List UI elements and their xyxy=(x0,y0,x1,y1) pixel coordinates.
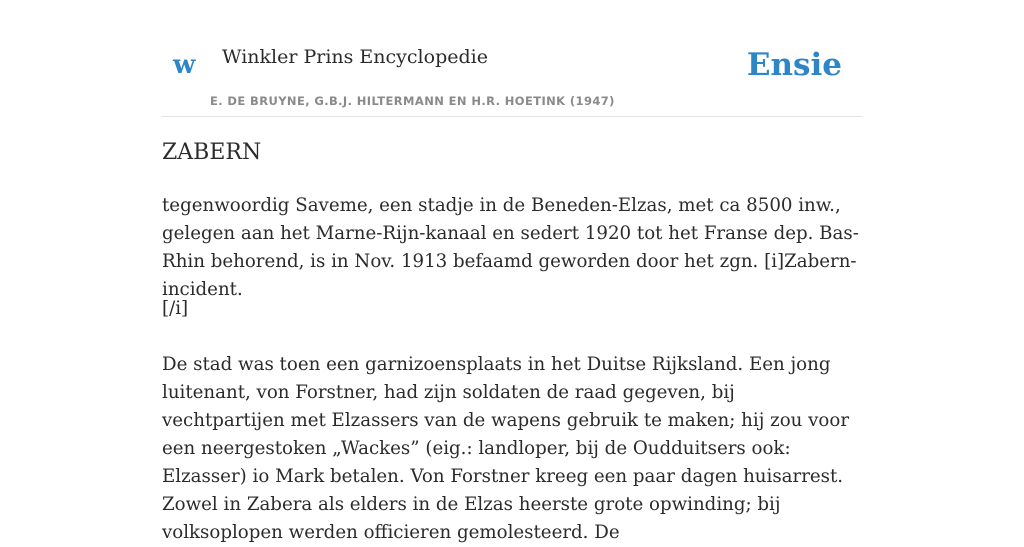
entry-paragraph: De stad was toen een garnizoensplaats in het Duitse Rijksland. Een jong luitenant, von Forstner, had zijn soldaten de raad gegeven, bij vechtpartijen met Elzassers van de wapens gebruik te maken; hij zou voor een neergestoken „Wackes” (eig.: landloper, bij de Oudduitsers ook: Elzasser) io Mark betalen. Von Forstner kreeg een paar dagen huisarrest. Zowel in Zabera als elders in de Elzas heerste grote opwinding; bij volksoplopen werden officieren gemolesteerd. De xyxy=(162,354,850,543)
encyclopedia-title[interactable]: Winkler Prins Encyclopedie xyxy=(222,46,488,68)
entry-paragraph: tegenwoordig Saveme, een stadje in de Beneden-Elzas, met ca 8500 inw., gelegen aan het Marne-Rijn-kanaal en sedert 1920 tot het Franse dep. Bas-Rhin behorend, is in Nov. 1913 befaamd geworden door het zgn. [i]Zabern-incident. xyxy=(162,195,859,300)
authors-line: E. DE BRUYNE, G.B.J. HILTERMANN EN H.R. HOETINK (1947) xyxy=(210,94,615,108)
entry-paragraph: [/i] xyxy=(162,298,189,319)
entry-title: ZABERN xyxy=(162,140,262,165)
logo-w-icon[interactable]: w xyxy=(173,50,196,80)
site-header xyxy=(162,0,862,117)
page xyxy=(162,0,862,543)
ensie-logo[interactable]: Ensie xyxy=(746,47,842,83)
